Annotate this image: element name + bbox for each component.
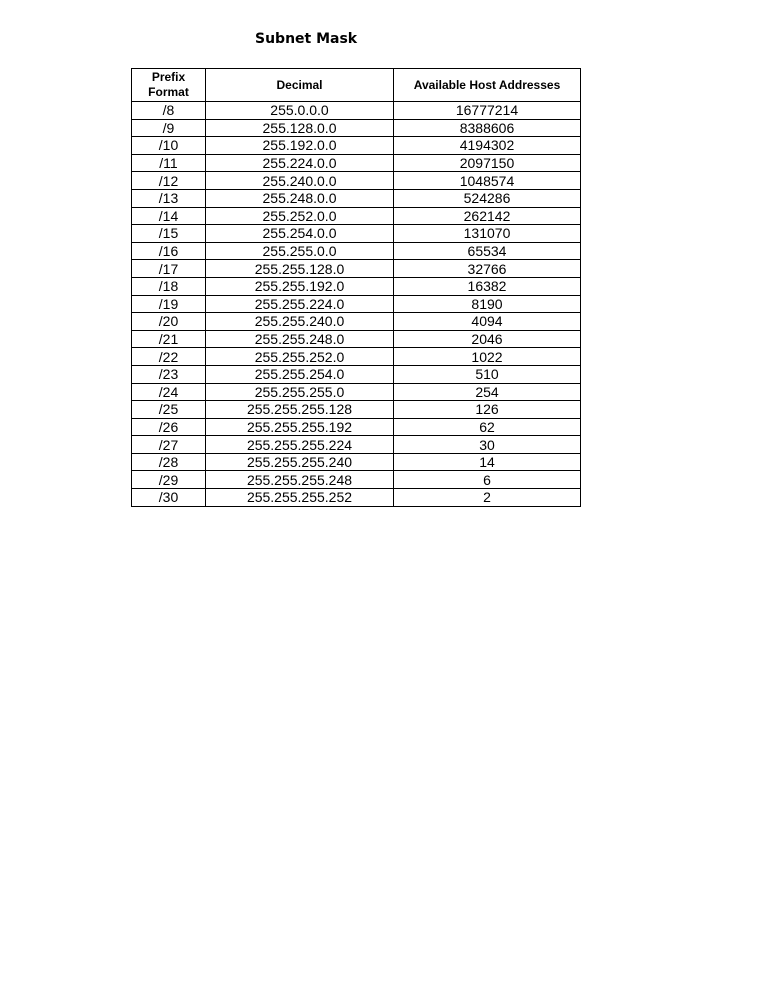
hosts-cell: 16777214 bbox=[394, 102, 581, 120]
hosts-cell: 126 bbox=[394, 401, 581, 419]
hosts-cell: 1022 bbox=[394, 348, 581, 366]
table-row bbox=[132, 295, 581, 313]
prefix-cell: /14 bbox=[132, 207, 206, 225]
hosts-cell: 16382 bbox=[394, 277, 581, 295]
table-row bbox=[132, 365, 581, 383]
decimal-cell: 255.255.254.0 bbox=[206, 365, 394, 383]
hosts-cell: 8388606 bbox=[394, 119, 581, 137]
decimal-cell: 255.255.0.0 bbox=[206, 242, 394, 260]
decimal-cell: 255.224.0.0 bbox=[206, 154, 394, 172]
hosts-cell: 8190 bbox=[394, 295, 581, 313]
header-prefix-line1: Prefix bbox=[151, 70, 186, 84]
header-decimal: Decimal bbox=[206, 69, 394, 102]
table-row bbox=[132, 383, 581, 401]
table-row bbox=[132, 102, 581, 120]
prefix-cell: /27 bbox=[132, 436, 206, 454]
header-available-hosts: Available Host Addresses bbox=[394, 69, 581, 102]
prefix-cell: /25 bbox=[132, 401, 206, 419]
decimal-cell: 255.0.0.0 bbox=[206, 102, 394, 120]
prefix-cell: /30 bbox=[132, 489, 206, 507]
subnet-table bbox=[131, 68, 581, 507]
decimal-cell: 255.255.255.192 bbox=[206, 418, 394, 436]
decimal-cell: 255.255.255.252 bbox=[206, 489, 394, 507]
hosts-cell: 32766 bbox=[394, 260, 581, 278]
hosts-cell: 30 bbox=[394, 436, 581, 454]
hosts-cell: 131070 bbox=[394, 225, 581, 243]
hosts-cell: 262142 bbox=[394, 207, 581, 225]
table-row bbox=[132, 453, 581, 471]
prefix-cell: /12 bbox=[132, 172, 206, 190]
decimal-cell: 255.192.0.0 bbox=[206, 137, 394, 155]
prefix-cell: /23 bbox=[132, 365, 206, 383]
table-row bbox=[132, 277, 581, 295]
prefix-cell: /22 bbox=[132, 348, 206, 366]
prefix-cell: /29 bbox=[132, 471, 206, 489]
table-header-row bbox=[132, 69, 581, 102]
hosts-cell: 4194302 bbox=[394, 137, 581, 155]
decimal-cell: 255.255.255.128 bbox=[206, 401, 394, 419]
decimal-cell: 255.255.128.0 bbox=[206, 260, 394, 278]
decimal-cell: 255.255.255.240 bbox=[206, 453, 394, 471]
table-row bbox=[132, 242, 581, 260]
decimal-cell: 255.254.0.0 bbox=[206, 225, 394, 243]
prefix-cell: /11 bbox=[132, 154, 206, 172]
prefix-cell: /26 bbox=[132, 418, 206, 436]
hosts-cell: 6 bbox=[394, 471, 581, 489]
prefix-cell: /17 bbox=[132, 260, 206, 278]
decimal-cell: 255.255.255.0 bbox=[206, 383, 394, 401]
decimal-cell: 255.255.224.0 bbox=[206, 295, 394, 313]
table-row bbox=[132, 330, 581, 348]
table-row bbox=[132, 436, 581, 454]
table-row bbox=[132, 260, 581, 278]
hosts-cell: 524286 bbox=[394, 189, 581, 207]
prefix-cell: /13 bbox=[132, 189, 206, 207]
hosts-cell: 254 bbox=[394, 383, 581, 401]
decimal-cell: 255.255.248.0 bbox=[206, 330, 394, 348]
decimal-cell: 255.248.0.0 bbox=[206, 189, 394, 207]
prefix-cell: /18 bbox=[132, 277, 206, 295]
decimal-cell: 255.240.0.0 bbox=[206, 172, 394, 190]
prefix-cell: /24 bbox=[132, 383, 206, 401]
prefix-cell: /10 bbox=[132, 137, 206, 155]
hosts-cell: 2097150 bbox=[394, 154, 581, 172]
prefix-cell: /8 bbox=[132, 102, 206, 120]
table-row bbox=[132, 137, 581, 155]
prefix-cell: /21 bbox=[132, 330, 206, 348]
prefix-cell: /28 bbox=[132, 453, 206, 471]
table-row bbox=[132, 313, 581, 331]
hosts-cell: 14 bbox=[394, 453, 581, 471]
hosts-cell: 65534 bbox=[394, 242, 581, 260]
header-prefix-format bbox=[132, 69, 206, 102]
hosts-cell: 2 bbox=[394, 489, 581, 507]
table-row bbox=[132, 489, 581, 507]
header-prefix-line2: Format bbox=[148, 85, 189, 99]
hosts-cell: 510 bbox=[394, 365, 581, 383]
decimal-cell: 255.255.255.248 bbox=[206, 471, 394, 489]
decimal-cell: 255.252.0.0 bbox=[206, 207, 394, 225]
prefix-cell: /15 bbox=[132, 225, 206, 243]
decimal-cell: 255.255.255.224 bbox=[206, 436, 394, 454]
prefix-cell: /16 bbox=[132, 242, 206, 260]
table-row bbox=[132, 189, 581, 207]
decimal-cell: 255.255.240.0 bbox=[206, 313, 394, 331]
decimal-cell: 255.255.252.0 bbox=[206, 348, 394, 366]
table-row bbox=[132, 401, 581, 419]
decimal-cell: 255.255.192.0 bbox=[206, 277, 394, 295]
hosts-cell: 62 bbox=[394, 418, 581, 436]
decimal-cell: 255.128.0.0 bbox=[206, 119, 394, 137]
prefix-cell: /19 bbox=[132, 295, 206, 313]
prefix-cell: /20 bbox=[132, 313, 206, 331]
hosts-cell: 1048574 bbox=[394, 172, 581, 190]
table-row bbox=[132, 348, 581, 366]
table-body bbox=[132, 102, 581, 507]
table-row bbox=[132, 154, 581, 172]
table-row bbox=[132, 471, 581, 489]
table-row bbox=[132, 207, 581, 225]
hosts-cell: 2046 bbox=[394, 330, 581, 348]
hosts-cell: 4094 bbox=[394, 313, 581, 331]
table-row bbox=[132, 119, 581, 137]
table-row bbox=[132, 418, 581, 436]
table-row bbox=[132, 225, 581, 243]
prefix-cell: /9 bbox=[132, 119, 206, 137]
page-title: Subnet Mask bbox=[255, 31, 358, 47]
table-row bbox=[132, 172, 581, 190]
